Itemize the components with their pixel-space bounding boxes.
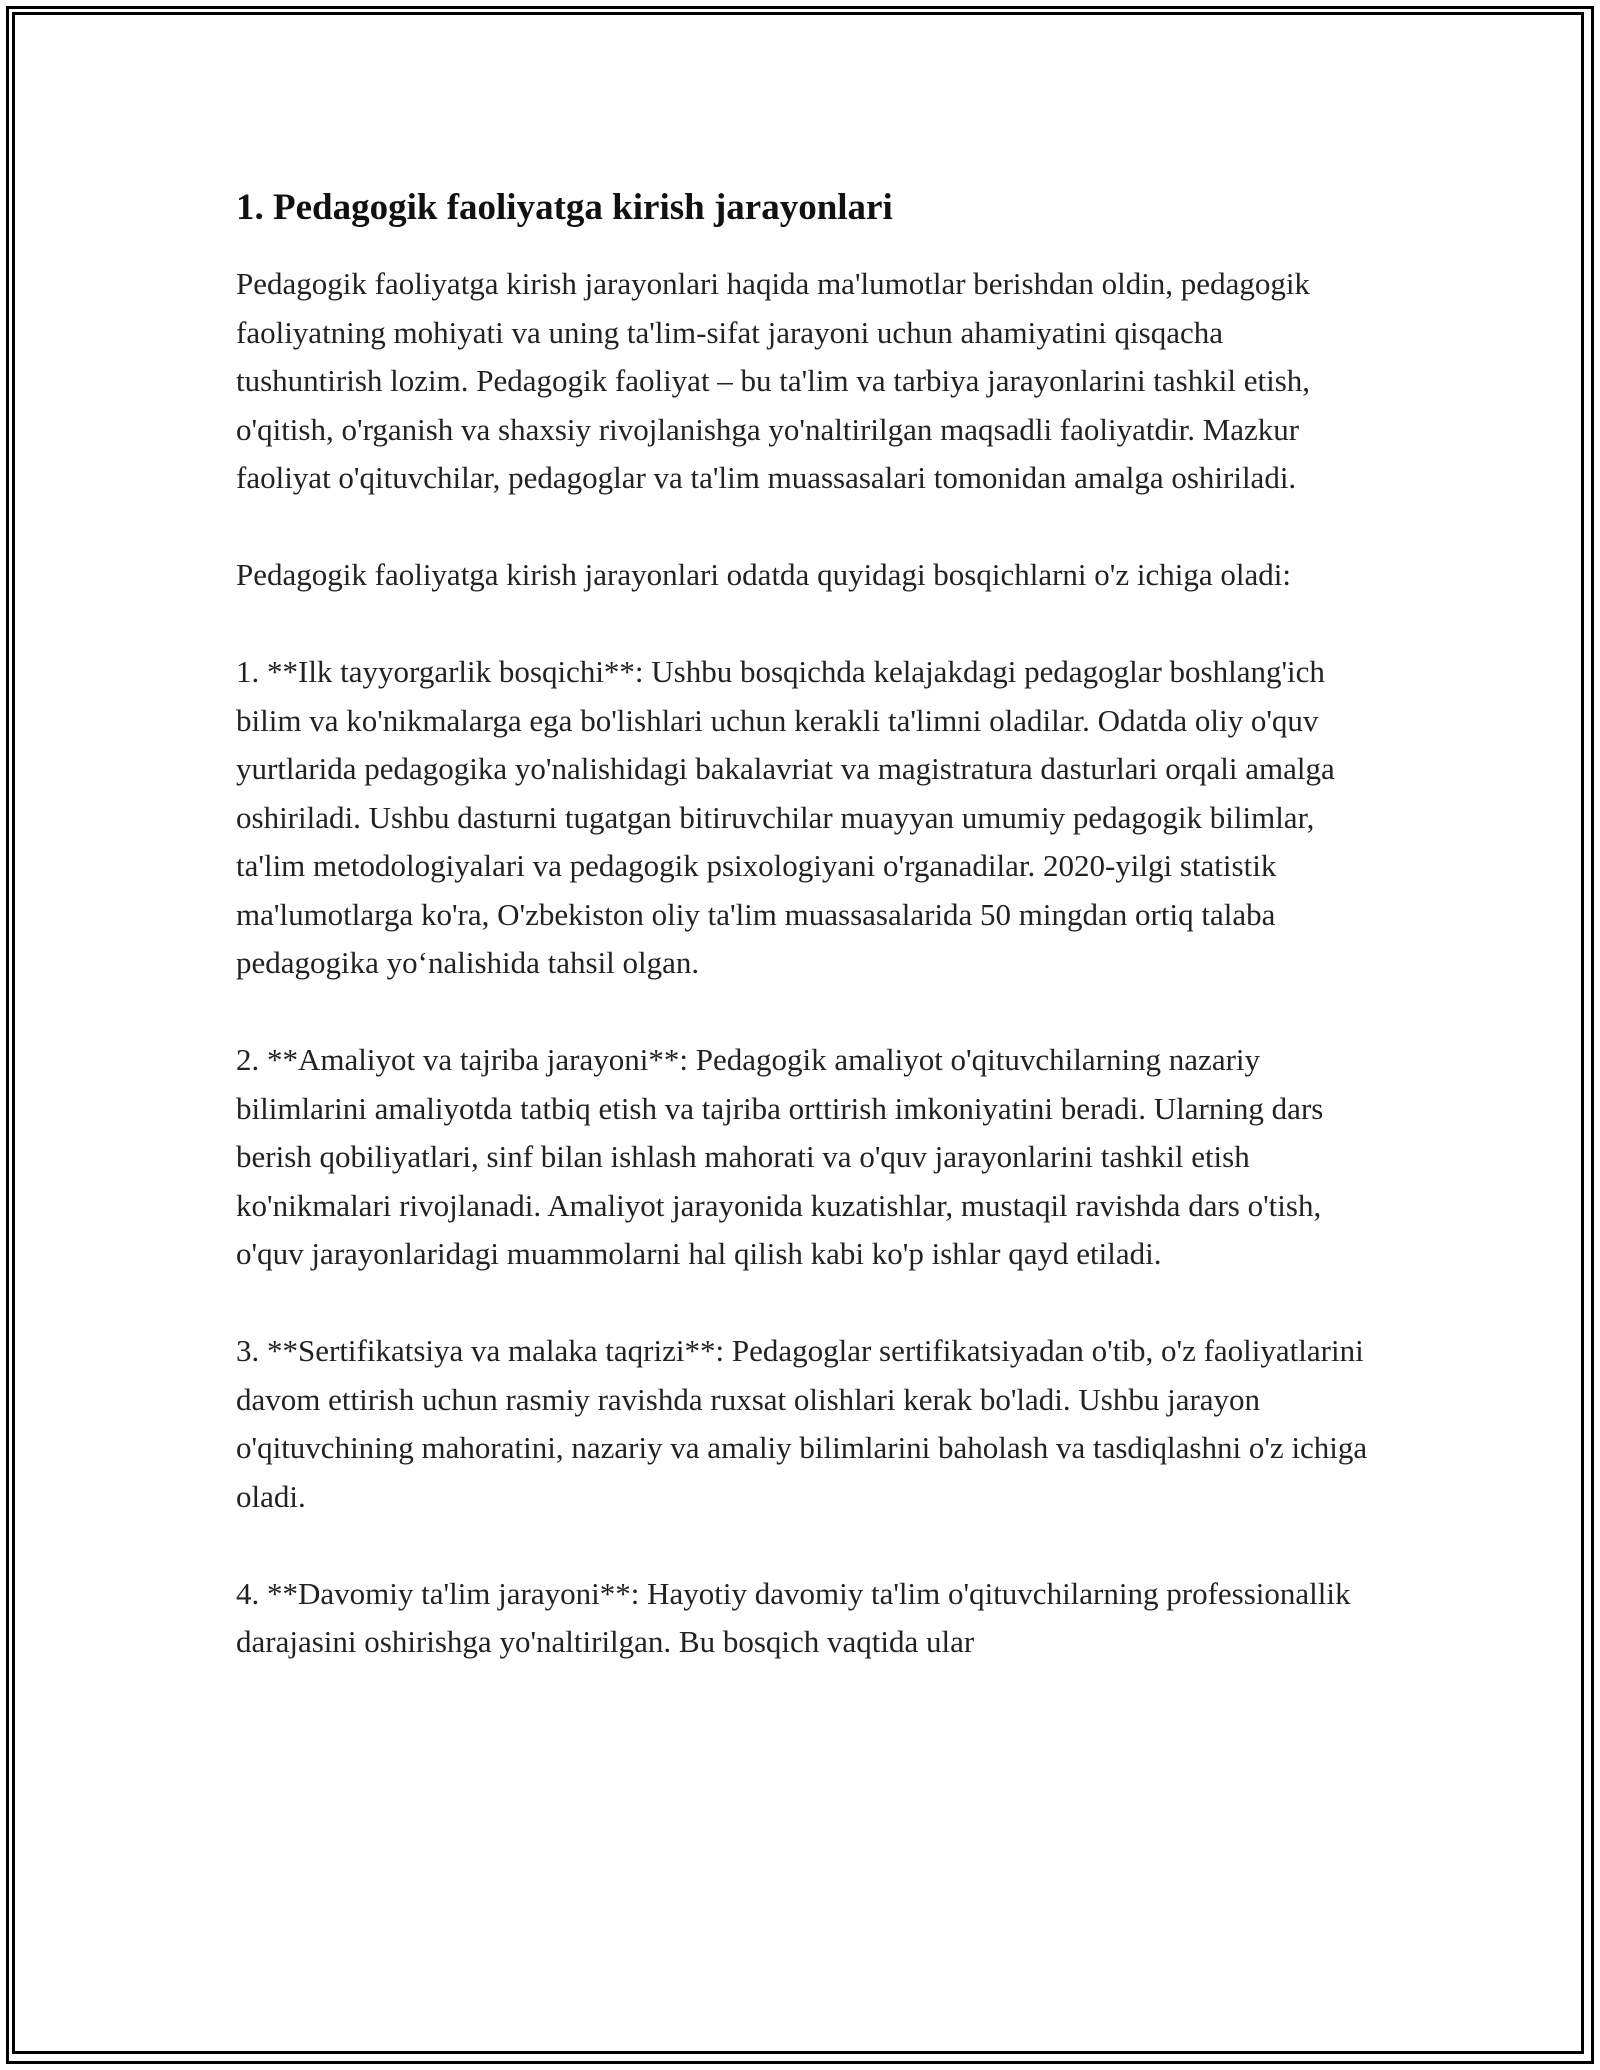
stage-3-paragraph: 3. **Sertifikatsiya va malaka taqrizi**: Pedagoglar sertifikatsiyadan o'tib, o'z faoliyatlarini davom ettirish uchun rasmiy ravishda ruxsat olishlari kerak bo'ladi. Ushbu jarayon o'qituvchining mahoratini, nazariy va amaliy bilimlarini baholash va tasdiqlashni o'z ichiga oladi.	[236, 1333, 1368, 1514]
document-body	[236, 182, 1376, 1715]
section-heading: 1. Pedagogik faoliyatga kirish jarayonlari	[236, 187, 893, 228]
stage-1-paragraph: 1. **Ilk tayyorgarlik bosqichi**: Ushbu bosqichda kelajakdagi pedagoglar boshlang'ich bilim va ko'nikmalarga ega bo'lishlari uchun kerakli ta'limni oladilar. Odatda oliy o'quv yurtlarida pedagogika yo'nalishidagi bakalavriat va magistratura dasturlari orqali amalga oshiriladi. Ushbu dasturni tugatgan bitiruvchilar muayyan umumiy pedagogik bilimlar, ta'lim metodologiyalari va pedagogik psixologiyani o'rganadilar. 2020-yilgi statistik ma'lumotlarga ko'ra, O'zbekiston oliy ta'lim muassasalarida 50 mingdan ortiq talaba pedagogika yo‘nalishida tahsil olgan.	[236, 654, 1335, 980]
intro-paragraph: Pedagogik faoliyatga kirish jarayonlari haqida ma'lumotlar berishdan oldin, pedagogik faoliyatning mohiyati va uning ta'lim-sifat jarayoni uchun ahamiyatini qisqacha tushuntirish lozim. Pedagogik faoliyat – bu ta'lim va tarbiya jarayonlarini tashkil etish, o'qitish, o'rganish va shaxsiy rivojlanishga yo'naltirilgan maqsadli faoliyatdir. Mazkur faoliyat o'qituvchilar, pedagoglar va ta'lim muassasalari tomonidan amalga oshiriladi.	[236, 266, 1311, 495]
stages-intro-paragraph: Pedagogik faoliyatga kirish jarayonlari odatda quyidagi bosqichlarni o'z ichiga oladi:	[236, 557, 1291, 592]
stage-4-paragraph: 4. **Davomiy ta'lim jarayoni**: Hayotiy davomiy ta'lim o'qituvchilarning professionallik darajasini oshirishga yo'naltirilgan. Bu bosqich vaqtida ular	[236, 1575, 1351, 1659]
stage-2-paragraph: 2. **Amaliyot va tajriba jarayoni**: Pedagogik amaliyot o'qituvchilarning nazariy bilimlarini amaliyotda tatbiq etish va tajriba orttirish imkoniyatini beradi. Ularning dars berish qobiliyatlari, sinf bilan ishlash mahorati va o'quv jarayonlarini tashkil etish ko'nikmalari rivojlanadi. Amaliyot jarayonida kuzatishlar, mustaqil ravishda dars o'tish, o'quv jarayonlaridagi muammolarni hal qilish kabi ko'p ishlar qayd etiladi.	[236, 1042, 1324, 1271]
